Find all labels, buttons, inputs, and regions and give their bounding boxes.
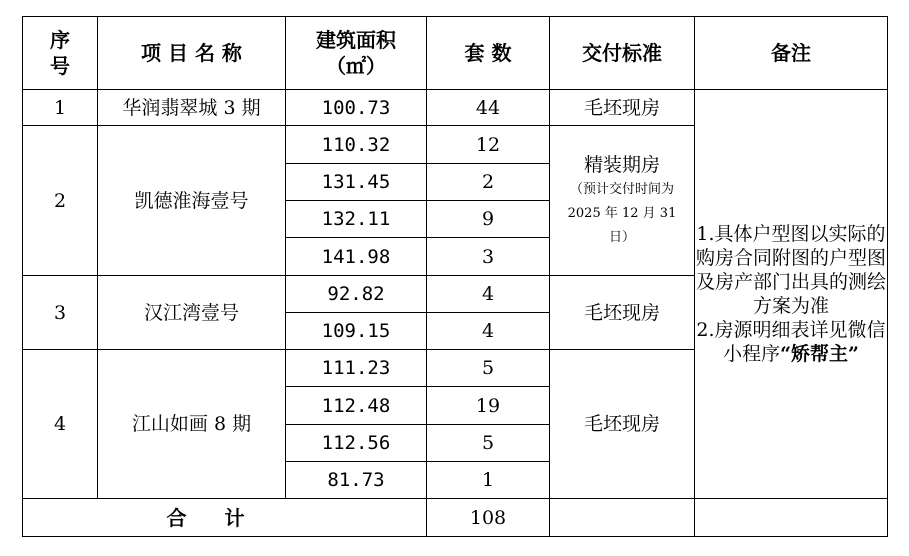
remark-line-1: 1.具体户型图以实际的购房合同附图的户型图及房产部门出具的测绘方案为准 bbox=[695, 223, 886, 317]
row-count: 4 bbox=[427, 313, 550, 350]
remark-cell bbox=[695, 90, 888, 499]
row-area: 111.23 bbox=[286, 350, 427, 387]
row-count: 2 bbox=[427, 164, 550, 201]
row-standard: 毛坯现房 bbox=[550, 276, 695, 350]
row-area: 132.11 bbox=[286, 201, 427, 238]
header-row bbox=[23, 17, 888, 90]
row-area: 112.48 bbox=[286, 387, 427, 425]
row-area: 141.98 bbox=[286, 238, 427, 276]
row-project: 华润翡翠城 3 期 bbox=[98, 90, 286, 126]
standard-note: （预计交付时间为 2025 年 12 月 31 日） bbox=[567, 181, 677, 245]
row-count: 12 bbox=[427, 126, 550, 164]
header-area-unit: （㎡） bbox=[326, 54, 386, 78]
row-area: 112.56 bbox=[286, 425, 427, 462]
row-count: 5 bbox=[427, 350, 550, 387]
housing-table bbox=[22, 16, 888, 537]
row-area: 81.73 bbox=[286, 462, 427, 499]
row-standard bbox=[550, 126, 695, 276]
header-standard: 交付标准 bbox=[550, 17, 695, 90]
total-count: 108 bbox=[427, 499, 550, 537]
header-count: 套 数 bbox=[427, 17, 550, 90]
row-project: 凯德淮海壹号 bbox=[98, 126, 286, 276]
row-standard: 毛坯现房 bbox=[550, 350, 695, 499]
total-remark-empty bbox=[695, 499, 888, 537]
row-count: 19 bbox=[427, 387, 550, 425]
header-index: 序号 bbox=[23, 17, 98, 90]
row-project: 江山如画 8 期 bbox=[98, 350, 286, 499]
header-remark: 备注 bbox=[695, 17, 888, 90]
remark-app-name: “矫帮主” bbox=[780, 343, 859, 365]
row-count: 1 bbox=[427, 462, 550, 499]
row-area: 100.73 bbox=[286, 90, 427, 126]
row-area: 109.15 bbox=[286, 313, 427, 350]
row-index: 2 bbox=[23, 126, 98, 276]
row-index: 1 bbox=[23, 90, 98, 126]
header-area bbox=[286, 17, 427, 90]
row-count: 9 bbox=[427, 201, 550, 238]
total-row bbox=[23, 499, 888, 537]
row-count: 44 bbox=[427, 90, 550, 126]
row-index: 4 bbox=[23, 350, 98, 499]
row-standard: 毛坯现房 bbox=[550, 90, 695, 126]
row-project: 汉江湾壹号 bbox=[98, 276, 286, 350]
standard-main: 精装期房 bbox=[583, 153, 660, 176]
table-row bbox=[23, 90, 888, 126]
total-standard-empty bbox=[550, 499, 695, 537]
row-count: 5 bbox=[427, 425, 550, 462]
row-count: 3 bbox=[427, 238, 550, 276]
row-area: 131.45 bbox=[286, 164, 427, 201]
row-count: 4 bbox=[427, 276, 550, 313]
row-area: 110.32 bbox=[286, 126, 427, 164]
row-area: 92.82 bbox=[286, 276, 427, 313]
row-index: 3 bbox=[23, 276, 98, 350]
header-area-title: 建筑面积 bbox=[316, 28, 396, 52]
remark-line-2: 2.房源明细表详见微信小程序 bbox=[696, 319, 886, 365]
total-label: 合计 bbox=[23, 499, 427, 537]
header-project: 项 目 名 称 bbox=[98, 17, 286, 90]
